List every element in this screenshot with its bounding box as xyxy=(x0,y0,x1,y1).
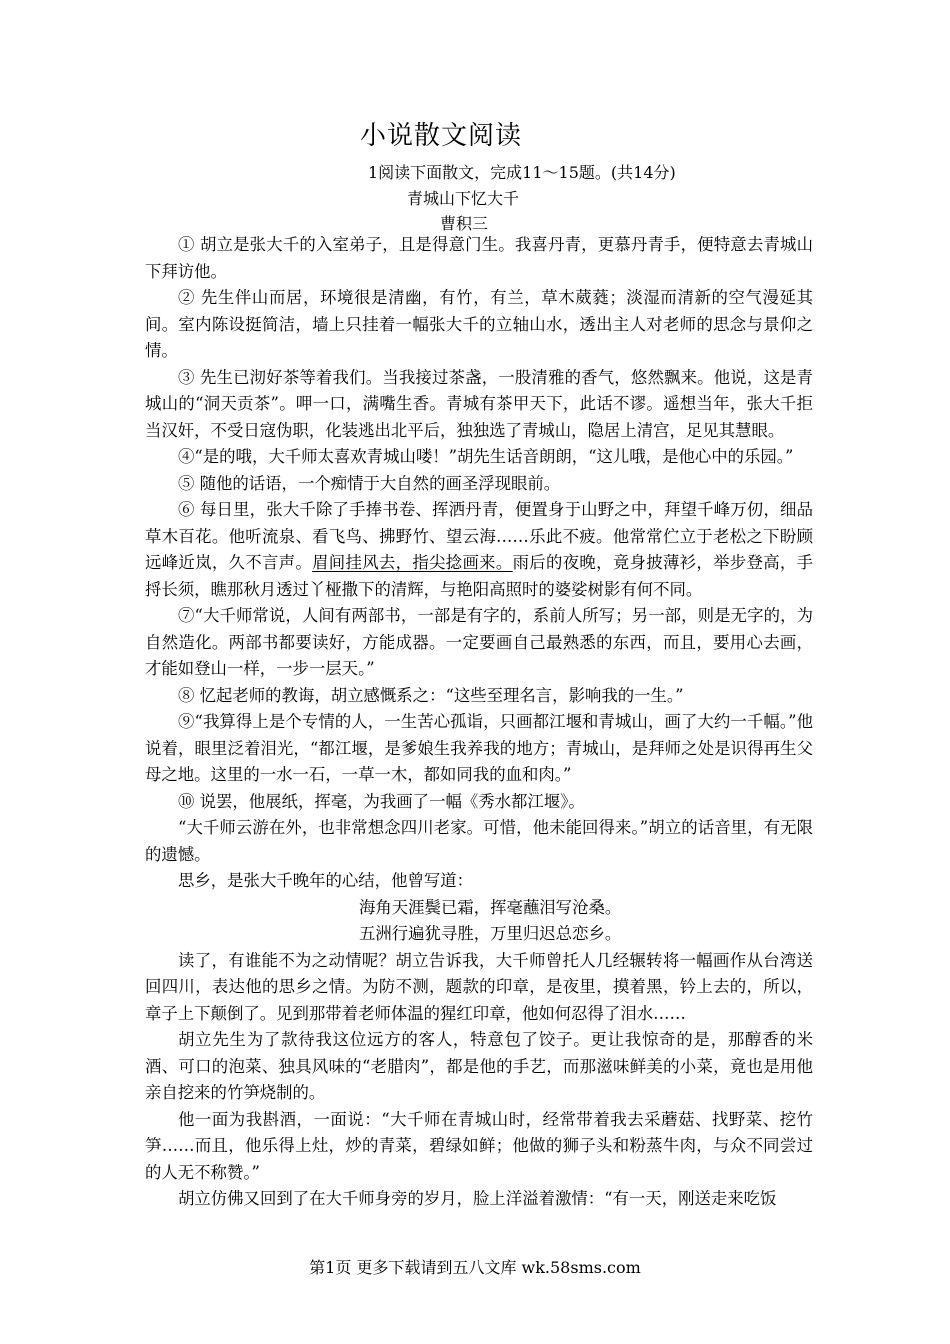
paragraph-13: 读了，有谁能不为之动情呢？胡立告诉我，大千师曾托人几经辗转将一幅画作从台湾送回四川，表达他的思乡之情。为防不测，题款的印章，是夜里，摸着黑，钤上去的，所以，章子上下颠倒了。见到那带着老师体温的猩红印章，他如何忍得了泪水…… xyxy=(145,950,813,1023)
page-title: 小说散文阅读 xyxy=(360,121,523,151)
paragraph-12: 思乡，是张大千晚年的心结，他曾写道： xyxy=(178,871,474,890)
article-body xyxy=(145,232,813,1213)
page-footer: 第1页 更多下载请到五八文库 wk.58sms.com xyxy=(309,1258,641,1277)
paragraph-15: 他一面为我斟酒，一面说：“大千师在青城山时，经常带着我去采蘑菇、找野菜、挖竹笋……而且，他乐得上灶，炒的青菜，碧绿如鲜；他做的狮子头和粉蒸牛肉，与众不同尝过的人无不称赞。” xyxy=(145,1109,813,1182)
paragraph-16: 胡立仿佛又回到了在大千师身旁的岁月，脸上洋溢着激情：“有一天，刚送走来吃饭 xyxy=(178,1189,777,1208)
paragraph-8: ⑧ 忆起老师的教诲，胡立感慨系之：“这些至理名言，影响我的一生。” xyxy=(178,685,684,705)
article-author: 曹积三 xyxy=(440,214,489,233)
article-title: 青城山下忆大千 xyxy=(407,189,520,208)
paragraph-14: 胡立先生为了款待我这位远方的客人，特意包了饺子。更让我惊奇的是，那醇香的米酒、可口的泡菜、独具风味的“老腊肉”，都是他的手艺，而那滋味鲜美的小菜，竟也是用他亲自挖来的竹笋烧制的。 xyxy=(145,1030,813,1102)
paragraph-6 xyxy=(145,497,813,603)
poem-line-2: 五洲行遍犹寻胜，万里归迟总恋乡。 xyxy=(359,924,622,943)
paragraph-4: ④“是的哦，大千师太喜欢青城山喽！”胡先生话音朗朗，“这儿哦，是他心中的乐园。” xyxy=(178,447,794,466)
paragraph-3: ③ 先生已沏好茶等着我们。当我接过茶盏，一股清雅的香气，悠然飘来。他说，这是青城山的“洞天贡茶”。呷一口，满嘴生香。青城有茶甲天下，此话不谬。遥想当年，张大千拒当汉奸，不受日寇伪职，化装逃出北平后，独独选了青城山，隐居上清宫，足见其慧眼。 xyxy=(145,367,813,440)
paragraph-6-text-a: ⑥ 每日里，张大千除了手捧书卷、挥洒丹青，便置身于山野之中，拜望千峰万仞，细品草木百花。他听流泉、看飞鸟、拂野竹、望云海……乐此不疲。他常常伫立于老松之下盼顾远峰近岚，久不言声。 xyxy=(145,500,813,572)
paragraph-10: ⑩ 说罢，他展纸，挥毫，为我画了一幅《秀水都江堰》。 xyxy=(178,791,585,811)
underlined-sentence: 眉间挂风去，指尖捻画来。 xyxy=(312,553,513,572)
paragraph-11: “大千师云游在外，也非常想念四川老家。可惜，他未能回得来。”胡立的话音里，有无限的遗憾。 xyxy=(145,818,813,864)
question-instruction: 1阅读下面散文，完成11～15题。(共14分) xyxy=(368,163,676,182)
paragraph-1: ① 胡立是张大千的入室弟子，且是得意门生。我喜丹青，更慕丹青手，便特意去青城山下拜访他。 xyxy=(145,235,813,281)
paragraph-6-text-b: 雨后的夜晚，竟身披薄衫，举步登高，手捋长须，瞧那秋月透过丫桠撒下的清辉，与艳阳高照时的婆娑树影有何不同。 xyxy=(145,553,814,599)
paragraph-5: ⑤ 随他的话语，一个痴情于大自然的画圣浮现眼前。 xyxy=(178,473,561,493)
paragraph-9: ⑨“我算得上是个专情的人，一生苦心孤诣，只画都江堰和青城山，画了大约一千幅。”他说着，眼里泛着泪光，“都江堰，是爹娘生我养我的地方；青城山，是拜师之处是识得再生父母之地。这里的一水一石，一草一木，都如同我的血和肉。” xyxy=(145,712,813,784)
paragraph-7: ⑦“大千师常说，人间有两部书，一部是有字的，系前人所写；另一部，则是无字的，为自然造化。两部书都要读好，方能成器。一定要画自己最熟悉的东西，而且，要用心去画，才能如登山一样，一步一层天。” xyxy=(145,606,813,678)
paragraph-2: ② 先生伴山而居，环境很是清幽，有竹，有兰，草木葳蕤；淡湿而清新的空气漫延其间。室内陈设挺简洁，墙上只挂着一幅张大千的立轴山水，透出主人对老师的思念与景仰之情。 xyxy=(145,288,813,360)
poem-line-1: 海角天涯鬓已霜，挥毫蘸泪写沧桑。 xyxy=(359,897,622,917)
